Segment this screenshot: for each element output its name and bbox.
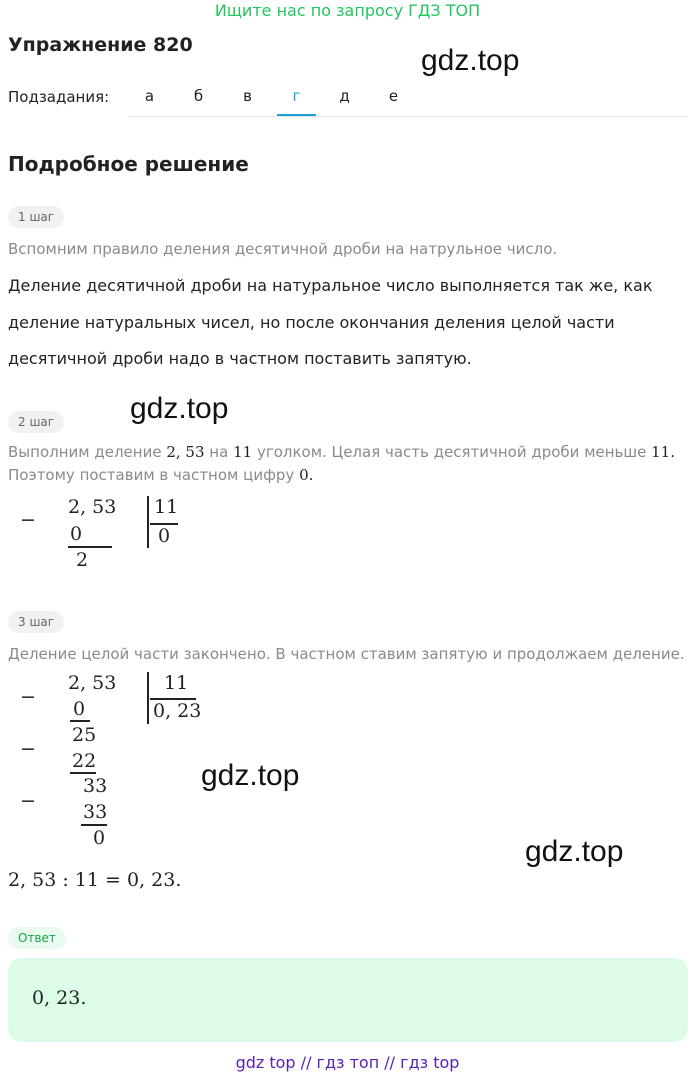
footer-link-gdz-top-ru[interactable]: гдз топ [316,1053,380,1072]
division-bar [147,672,149,724]
footer-link-gdz-top-mixed[interactable]: гдз top [400,1053,460,1072]
subtract-line-2 [70,772,96,774]
subtrahend: 0 [70,523,83,545]
watermark: gdz.top [130,392,229,425]
remainder-2: 33 [83,775,108,797]
step2-badge: 2 шаг [8,411,64,433]
quotient: 0, 23 [153,700,202,722]
step1-hint: Вспомним правило деления десятичной дроби на натрульное число. [8,240,558,258]
footer-separator: // [384,1053,396,1072]
minus-sign: − [20,790,36,812]
subtasks-tabs [128,80,688,117]
minus-sign: − [20,738,36,760]
subtract-line-1 [70,720,90,722]
footer-links [0,1053,695,1072]
remainder: 2 [76,549,89,571]
page-title: Упражнение 820 [8,34,193,56]
subtrahend-1: 0 [73,698,86,720]
divisor: 11 [154,496,179,518]
subtrahend-2: 22 [72,750,97,772]
divisor: 11 [164,672,189,694]
quotient: 0 [158,525,171,547]
step3-badge: 3 шаг [8,611,64,633]
subtract-line-3 [81,824,107,826]
step1-rule-line2: деление натуральных чисел, но после окончания деления целой части [8,313,615,332]
step3-hint: Деление целой части закончено. В частном ставим запятую и продолжаем деление. [8,645,685,663]
step2-text-line2: Поэтому поставим в частном цифру 0. [8,466,314,484]
minus-sign: − [20,509,36,531]
subtract-line [68,546,112,548]
subtask-tab-v[interactable]: в [243,87,252,105]
subtask-tab-e[interactable]: е [388,87,399,105]
footer-separator: // [300,1053,312,1072]
division-bar [147,496,149,548]
step1-rule-line1: Деление десятичной дроби на натуральное число выполняется так же, как [8,276,653,295]
watermark: gdz.top [201,759,300,792]
search-hint-banner: Ищите нас по запросу ГДЗ ТОП [214,1,481,20]
step3-result: 2, 53 : 11 = 0, 23. [8,869,182,891]
solution-heading: Подробное решение [8,152,249,176]
step2-text-line1: Выполним деление 2, 53 на 11 уголком. Целая часть десятичной дроби меньше 11. [8,443,675,461]
minus-sign: − [20,686,36,708]
subtasks-label: Подзадания: [8,88,110,106]
subtask-tab-g-active[interactable]: г [277,80,316,116]
subtask-tab-a[interactable]: а [144,87,155,105]
subtask-tab-b[interactable]: б [193,87,204,105]
step1-badge: 1 шаг [8,206,64,228]
answer-value: 0, 23. [32,987,87,1009]
subtask-tab-d[interactable]: д [339,87,350,105]
remainder-1: 25 [72,724,97,746]
step1-rule-line3: десятичной дроби надо в частном поставить запятую. [8,349,472,368]
dividend: 2, 53 [68,496,117,518]
subtrahend-3: 33 [83,801,108,823]
remainder-3: 0 [93,827,106,849]
watermark: gdz.top [525,835,624,868]
footer-link-gdz-top[interactable]: gdz top [235,1053,296,1072]
dividend: 2, 53 [68,672,117,694]
answer-box [8,958,688,1042]
watermark: gdz.top [421,44,520,77]
answer-badge: Ответ [8,927,66,949]
